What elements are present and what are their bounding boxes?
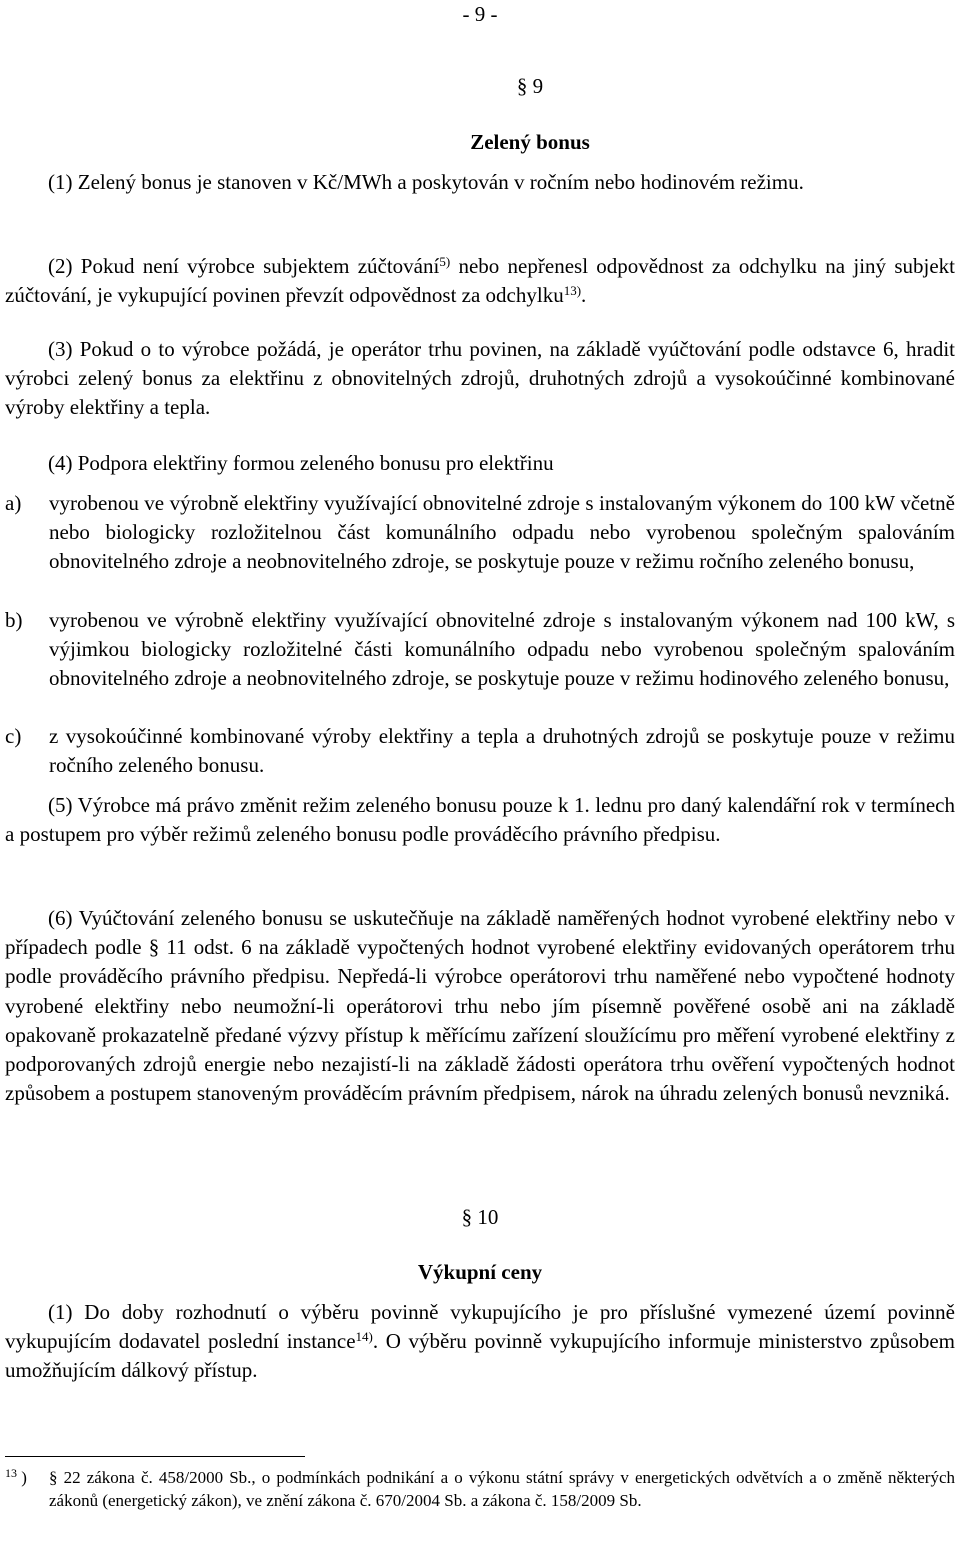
paragraph-10-1-text-a: (1) Do doby rozhodnutí o výběru povinně vykupujícího je pro příslušné vymezené území povinně vykupujícím dodavatel poslední instance [5, 1300, 955, 1354]
section-title: Výkupní ceny [417, 1260, 543, 1284]
footnote-number: $^{13}$ ) [5, 1466, 27, 1487]
paragraph-3: (3) Pokud o to výrobce požádá, je operátor trhu povinen, na základě vyúčtování podle odstavce 6, hradit výrobci zelený bonus za elektřinu z obnovitelných zdrojů, druhotných zdrojů a vysokoúčinné kombinované výroby elektřiny a tepla. [5, 337, 955, 420]
page-number: - 9 - [462, 2, 498, 26]
footnote-text: § 22 zákona č. 458/2000 Sb., o podmínkách podnikání a o výkonu státní správy v energetických odvětvích a o změně některých zákonů (energetický zákon), ve znění zákona č. 670/2004 Sb. a zákona č. 158/2009 Sb. [49, 1468, 955, 1510]
footnote-ref-14: 14) [355, 1329, 373, 1345]
paragraph-6: (6) Vyúčtování zeleného bonusu se uskutečňuje na základě naměřených hodnot vyrobené elektřiny nebo v případech podle § 11 odst. 6 na základě vypočtených hodnot vyrobené elektřiny evidovaných operátorem trhu podle prováděcího právního předpisu. Nepředá-li výrobce operátorovi trhu naměřené nebo vypočtené hodnoty vyrobené elektřiny nebo neumožní-li operátorovi trhu nebo jím písemně pověřené osobě ani na základě opakovaně prokazatelně předané výzvy přístup k měřícímu zařízení sloužícímu pro měření vyrobené elektřiny z podporovaných zdrojů energie nebo nezajistí-li na základě žádosti operátora trhu ověření vypočtených hodnot způsobem a postupem stanoveným prováděcím právním předpisem, nárok na úhradu zelených bonusů nevzniká. [5, 906, 955, 1106]
footnote [5, 1466, 955, 1512]
footnote-ref-5: 5) [439, 254, 451, 269]
footnote-divider [5, 1456, 305, 1457]
paragraph-5: (5) Výrobce má právo změnit režim zeleného bonusu pouze k 1. lednu pro daný kalendářní rok v termínech a postupem pro výběr režimů zeleného bonusu podle prováděcího právního předpisu. [5, 793, 955, 847]
list-item [5, 606, 955, 694]
section-heading: § 9 [516, 74, 544, 98]
list-item-label: c) [5, 724, 22, 748]
section-heading: § 10 [461, 1205, 499, 1229]
list-item [5, 489, 955, 577]
paragraph-10-1-text-b: . O výběru povinně vykupujícího informuje ministerstvo způsobem umožňujícím dálkový přístup. [5, 1329, 955, 1383]
footnote-ref-13: 13) [563, 283, 582, 299]
list-item-text: vyrobenou ve výrobně elektřiny využívající obnovitelné zdroje s instalovaným výkonem do 100 kW včetně nebo biologicky rozložitelnou část komunálního odpadu nebo vyrobenou společným spalováním obnovitelného zdroje a neobnovitelného zdroje, se poskytuje pouze v režimu ročního zeleného bonusu, [49, 491, 955, 574]
paragraph-2-text-a: (2) Pokud není výrobce subjektem zúčtování [48, 254, 440, 278]
list-item-label: a) [5, 491, 22, 515]
paragraph-2-text-b: nebo nepřenesl odpovědnost za odchylku na jiný subjekt zúčtování, je vykupující povinen převzít odpovědnost za odchylku [5, 254, 956, 308]
paragraph-10-1 [5, 1298, 955, 1386]
section-title: Zelený bonus [470, 130, 590, 154]
paragraph-2 [5, 252, 955, 310]
list-item-text: z vysokoúčinné kombinované výroby elektřiny a tepla a druhotných zdrojů se poskytuje pouze v režimu ročního zeleného bonusu. [49, 724, 955, 778]
list-item [5, 722, 955, 780]
list-item-label: b) [5, 608, 23, 632]
paragraph-4: (4) Podpora elektřiny formou zeleného bonusu pro elektřinu [48, 451, 554, 475]
paragraph-2-text-c: . [581, 283, 587, 308]
paragraph-1: (1) Zelený bonus je stanoven v Kč/MWh a poskytován v ročním nebo hodinovém režimu. [48, 170, 804, 194]
list-item-text: vyrobenou ve výrobně elektřiny využívající obnovitelné zdroje s instalovaným výkonem nad 100 kW, s výjimkou biologicky rozložitelné části komunálního odpadu nebo vyrobenou společným spalováním obnovitelného zdroje a neobnovitelného zdroje, se poskytuje pouze v režimu hodinového zeleného bonusu, [49, 608, 955, 691]
